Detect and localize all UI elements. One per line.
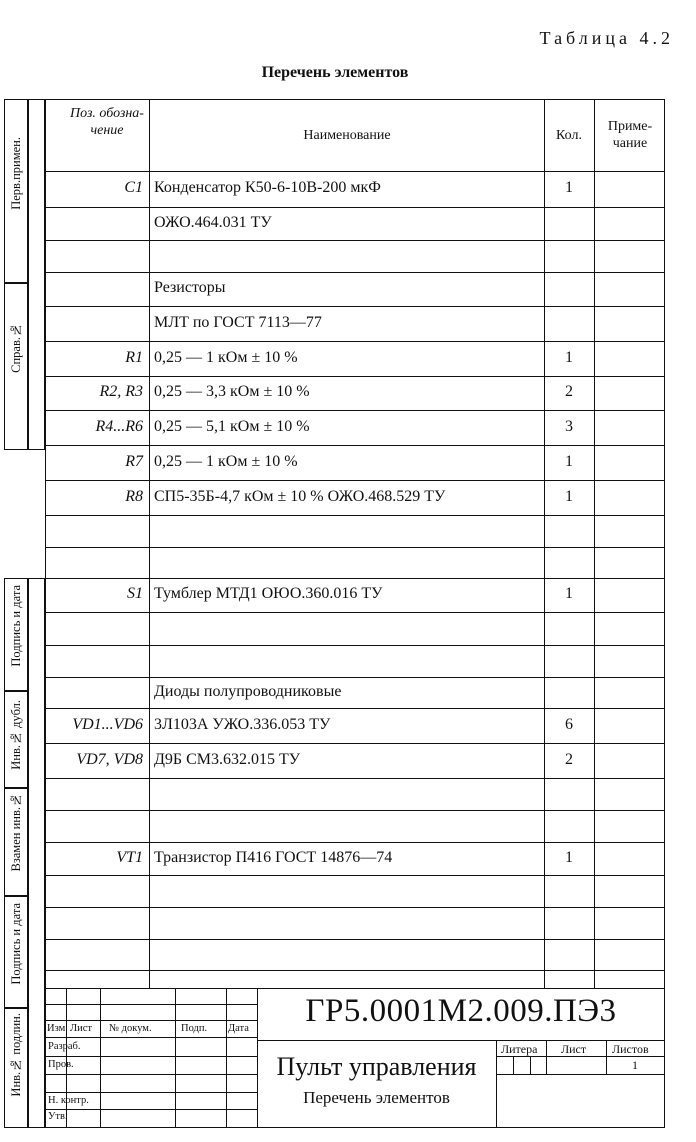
- document-title: Перечень элементов: [261, 64, 409, 81]
- row-position: R8: [125, 487, 143, 505]
- document-type: Перечень элементов: [303, 1088, 450, 1107]
- tb-col-doc: [175, 988, 176, 1128]
- header-pos: Поз. обозна- чение: [70, 106, 144, 138]
- col-divider-qty: [594, 99, 595, 988]
- side-label-first-use: Перв.примен.: [9, 137, 23, 210]
- tb-label-approved: Утв.: [48, 1111, 68, 1122]
- row-name: 0,25 — 3,3 кОм ± 10 %: [154, 383, 310, 400]
- tb-litera-divider: [496, 1040, 497, 1128]
- tb-code-bottom: [257, 1040, 665, 1041]
- row-position: R2, R3: [99, 383, 143, 400]
- table-caption: Таблица 4.2: [539, 28, 674, 48]
- tb-litera-col-b: [530, 1056, 531, 1074]
- header-bottom-line: [45, 171, 665, 172]
- row-divider: [45, 612, 665, 613]
- tb-label-litera: Литера: [501, 1042, 538, 1056]
- row-position: S1: [127, 585, 143, 602]
- row-divider: [45, 578, 665, 579]
- row-divider: [45, 743, 665, 744]
- col-divider-pos: [149, 99, 150, 988]
- row-quantity: 1: [565, 179, 573, 196]
- row-divider: [45, 445, 665, 446]
- header-name: Наименование: [303, 128, 391, 143]
- row-name: Резисторы: [154, 279, 226, 296]
- product-name: Пульт управления: [276, 1052, 477, 1081]
- tb-label-norm-control: Н. контр.: [48, 1095, 89, 1106]
- row-name: Тумблер МТД1 ОЮО.360.016 ТУ: [154, 585, 383, 602]
- row-name: МЛТ по ГОСТ 7113—77: [154, 313, 322, 331]
- tb-label-sign: Подп.: [181, 1023, 208, 1034]
- row-name: 3Л103А УЖО.336.053 ТУ: [154, 715, 331, 733]
- row-divider: [45, 907, 665, 908]
- row-divider: [45, 970, 665, 971]
- row-divider: [45, 842, 665, 843]
- tb-row-1: [45, 1004, 257, 1005]
- tb-label-checked: Пров.: [48, 1059, 74, 1070]
- side-label-repl-inv: Взамен инв.№: [9, 793, 23, 872]
- side-stub-bottom: [28, 578, 45, 1128]
- document-code: ГР5.0001М2.009.ПЭ3: [305, 993, 617, 1029]
- tb-label-list: Лист: [561, 1042, 587, 1056]
- row-divider: [45, 708, 665, 709]
- tb-row-7: [45, 1109, 257, 1110]
- header-note: Приме- чание: [607, 119, 653, 151]
- row-name: 0,25 — 5,1 кОм ± 10 %: [154, 417, 310, 435]
- row-name: Д9Б СМ3.632.015 ТУ: [154, 750, 301, 768]
- elements-table: [45, 99, 665, 1128]
- tb-sheet-col: [606, 1040, 607, 1074]
- row-divider: [45, 207, 665, 208]
- row-position: VT1: [116, 848, 143, 866]
- row-divider: [45, 306, 665, 307]
- tb-row-2: [45, 1020, 257, 1021]
- row-divider: [45, 875, 665, 876]
- row-name: Диоды полупроводниковые: [154, 682, 342, 700]
- title-block-top: [45, 988, 665, 989]
- side-stub-top: [28, 99, 45, 450]
- row-name: 0,25 — 1 кОм ± 10 %: [154, 452, 298, 470]
- row-divider: [45, 677, 665, 678]
- tb-row-4: [45, 1056, 257, 1057]
- row-quantity: 1: [565, 348, 573, 366]
- row-quantity: 2: [565, 750, 573, 768]
- row-divider: [45, 547, 665, 548]
- tb-col-sign: [226, 988, 227, 1128]
- tb-label-sheets: Листов: [612, 1042, 649, 1056]
- side-label-ref-no: Справ.№: [9, 323, 23, 373]
- tb-label-developed: Разраб.: [48, 1041, 81, 1052]
- row-quantity: 1: [565, 487, 573, 505]
- header-qty: Кол.: [556, 128, 582, 143]
- tb-label-date: Дата: [228, 1023, 249, 1034]
- side-label-inv-orig: Инв.№ подлин.: [9, 1013, 23, 1097]
- tb-sheets-value: 1: [632, 1058, 638, 1072]
- side-label-sign-date-1: Подпись и дата: [9, 585, 23, 667]
- tb-litera-row-2: [496, 1074, 665, 1075]
- tb-col-sheet: [100, 988, 101, 1128]
- row-name: ОЖО.464.031 ТУ: [154, 213, 272, 231]
- row-position: VD1...VD6: [72, 715, 143, 733]
- row-divider: [45, 376, 665, 377]
- row-divider: [45, 515, 665, 516]
- row-quantity: 3: [565, 417, 573, 435]
- tb-label-change: Изм: [47, 1023, 66, 1034]
- row-quantity: 1: [565, 848, 573, 866]
- row-divider: [45, 410, 665, 411]
- row-divider: [45, 645, 665, 646]
- row-divider: [45, 810, 665, 811]
- tb-label-sheet: Лист: [70, 1023, 92, 1034]
- tb-litera-col-c: [546, 1040, 547, 1074]
- side-label-sign-date-2: Подпись и дата: [9, 903, 23, 985]
- row-quantity: 2: [565, 383, 573, 400]
- row-divider: [45, 778, 665, 779]
- row-divider: [45, 272, 665, 273]
- row-name: СП5-35Б-4,7 кОм ± 10 % ОЖО.468.529 ТУ: [154, 487, 446, 505]
- tb-row-3: [45, 1037, 257, 1038]
- tb-row-6: [45, 1092, 257, 1093]
- tb-litera-col-a: [513, 1056, 514, 1074]
- row-position: C1: [124, 179, 143, 196]
- row-divider: [45, 240, 665, 241]
- row-divider: [45, 341, 665, 342]
- tb-col-change: [66, 988, 67, 1128]
- row-position: R1: [125, 348, 143, 366]
- row-name: 0,25 — 1 кОм ± 10 %: [154, 348, 298, 366]
- row-name: Транзистор П416 ГОСТ 14876—74: [154, 848, 393, 866]
- row-name: Конденсатор К50-6-10В-200 мкФ: [154, 179, 381, 196]
- row-quantity: 6: [565, 715, 573, 733]
- row-position: R4...R6: [95, 417, 143, 435]
- tb-label-doc-no: № докум.: [109, 1023, 152, 1034]
- tb-row-5: [45, 1074, 257, 1075]
- row-divider: [45, 480, 665, 481]
- side-label-inv-dup: Инв.№ дубл.: [9, 700, 23, 770]
- row-position: VD7, VD8: [76, 750, 143, 768]
- row-divider: [45, 939, 665, 940]
- row-quantity: 1: [565, 452, 573, 470]
- row-quantity: 1: [565, 585, 573, 602]
- row-position: R7: [125, 452, 143, 470]
